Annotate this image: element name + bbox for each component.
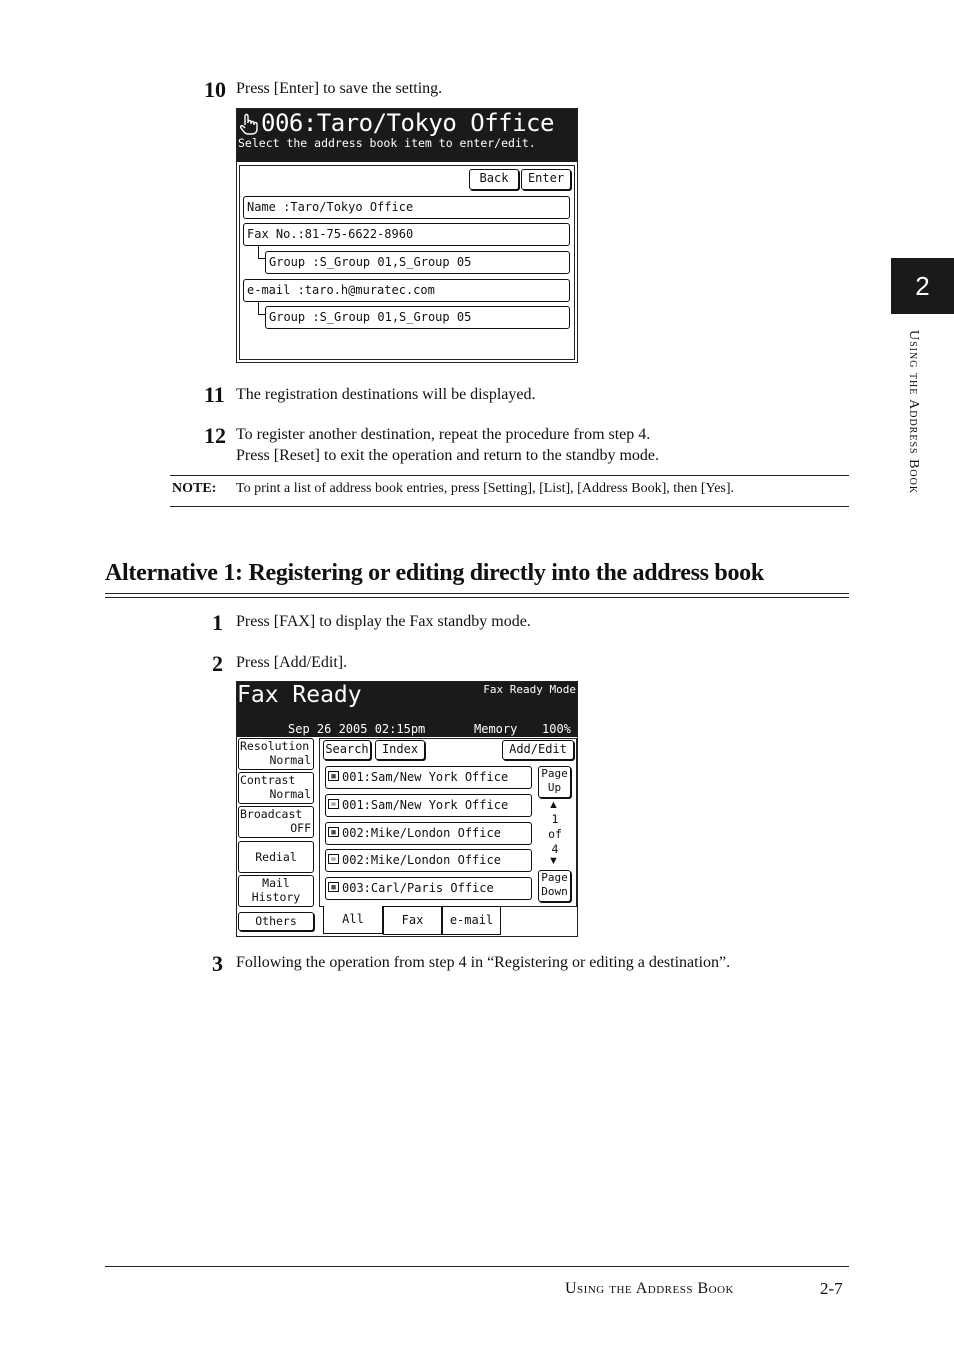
fax-group-field[interactable]: Group :S_Group 01,S_Group 05 bbox=[265, 251, 570, 274]
mail-history-button[interactable] bbox=[238, 875, 314, 907]
destination-entry[interactable] bbox=[325, 849, 532, 872]
step-number: 10 bbox=[204, 77, 226, 102]
note-rule-top bbox=[170, 475, 849, 476]
button-value: Normal bbox=[269, 753, 311, 767]
chapter-number: 2 bbox=[915, 270, 930, 301]
fax-icon: ▩ bbox=[328, 827, 339, 837]
step-number: 2 bbox=[212, 651, 223, 676]
down-arrow-icon: ▼ bbox=[548, 855, 559, 867]
page-down-button[interactable] bbox=[538, 870, 571, 902]
destination-label: 001:Sam/New York Office bbox=[342, 770, 509, 784]
destination-entry[interactable] bbox=[325, 766, 532, 789]
fax-number-field[interactable]: Fax No.:81-75-6622-8960 bbox=[243, 223, 570, 246]
note-text: To print a list of address book entries, press [Setting], [List], [Address Book], then [Yes]. bbox=[236, 481, 735, 496]
heading-rule-2 bbox=[105, 597, 849, 598]
broadcast-button[interactable] bbox=[238, 806, 314, 838]
page-indicator bbox=[537, 812, 573, 857]
memory-value: 100% bbox=[542, 722, 571, 736]
footer-rule bbox=[105, 1266, 849, 1267]
index-button[interactable]: Index bbox=[375, 740, 425, 760]
button-label: History bbox=[251, 890, 301, 904]
lcd-header bbox=[237, 682, 577, 737]
button-label: Resolution bbox=[240, 739, 310, 753]
button-value: Normal bbox=[269, 787, 311, 801]
button-label: Contrast bbox=[240, 773, 296, 787]
tab-all[interactable]: All bbox=[323, 906, 383, 934]
step-text: Press [Add/Edit]. bbox=[236, 654, 348, 671]
add-edit-button[interactable]: Add/Edit bbox=[502, 740, 574, 760]
enter-button[interactable]: Enter bbox=[521, 169, 571, 190]
button-value: OFF bbox=[290, 821, 311, 835]
contrast-button[interactable] bbox=[238, 772, 314, 804]
email-group-field[interactable]: Group :S_Group 01,S_Group 05 bbox=[265, 306, 570, 329]
destination-label: 003:Carl/Paris Office bbox=[342, 881, 494, 895]
others-button[interactable]: Others bbox=[238, 912, 314, 931]
tab-fax[interactable]: Fax bbox=[383, 906, 442, 935]
note-rule-bottom bbox=[170, 506, 849, 507]
email-field[interactable]: e-mail :taro.h@muratec.com bbox=[243, 279, 570, 302]
fax-icon: ▩ bbox=[328, 882, 339, 892]
resolution-button[interactable] bbox=[238, 738, 314, 770]
step-number: 12 bbox=[204, 423, 226, 448]
chapter-side-label-text: Using the Address Book bbox=[906, 330, 921, 495]
destination-label: 001:Sam/New York Office bbox=[342, 798, 509, 812]
lcd-title: Fax Ready bbox=[237, 682, 362, 708]
page-current: 1 bbox=[551, 812, 559, 826]
up-arrow-icon: ▲ bbox=[548, 799, 559, 811]
destination-label: 002:Mike/London Office bbox=[342, 826, 501, 840]
button-label: Down bbox=[541, 885, 568, 898]
step-number: 3 bbox=[212, 951, 223, 976]
destination-entry[interactable] bbox=[325, 877, 532, 900]
button-label: Mail bbox=[262, 876, 290, 890]
date-time: Sep 26 2005 02:15pm bbox=[288, 722, 426, 736]
step-text: Following the operation from step 4 in “Registering or editing a destination”. bbox=[236, 954, 731, 971]
button-label: Page bbox=[541, 767, 568, 780]
email-icon: ✉ bbox=[328, 854, 339, 864]
button-label: Up bbox=[547, 781, 562, 794]
step-number: 1 bbox=[212, 610, 223, 635]
fax-icon: ▩ bbox=[328, 771, 339, 781]
chapter-tab bbox=[891, 258, 954, 314]
lcd-title: 006:Taro/Tokyo Office bbox=[261, 109, 554, 137]
lcd-screen-fax-ready bbox=[236, 681, 578, 937]
destination-entry[interactable] bbox=[325, 794, 532, 817]
section-heading: Alternative 1: Registering or editing directly into the address book bbox=[105, 560, 764, 586]
page-total: 4 bbox=[551, 842, 559, 856]
search-button[interactable]: Search bbox=[323, 740, 371, 760]
redial-button[interactable]: Redial bbox=[238, 841, 314, 873]
step-text: The registration destinations will be displayed. bbox=[236, 386, 536, 403]
footer-title: Using the Address Book bbox=[565, 1280, 734, 1297]
destination-entry[interactable] bbox=[325, 822, 532, 845]
step-text-line2: Press [Reset] to exit the operation and return to the standby mode. bbox=[236, 447, 660, 464]
name-field[interactable]: Name :Taro/Tokyo Office bbox=[243, 196, 570, 219]
email-icon: ✉ bbox=[328, 799, 339, 809]
button-label: Broadcast bbox=[240, 807, 303, 821]
step-text: Press [Enter] to save the setting. bbox=[236, 80, 443, 97]
step-text: Press [FAX] to display the Fax standby mode. bbox=[236, 613, 531, 630]
page-up-button[interactable] bbox=[538, 766, 571, 798]
destination-label: 002:Mike/London Office bbox=[342, 853, 501, 867]
lcd-subtitle: Select the address book item to enter/edit. bbox=[238, 136, 536, 150]
button-label: Page bbox=[541, 871, 568, 884]
back-button[interactable]: Back bbox=[469, 169, 519, 190]
step-number: 11 bbox=[204, 382, 225, 407]
tab-email[interactable]: e-mail bbox=[442, 906, 501, 935]
lcd-screen-address-entry bbox=[236, 108, 578, 363]
note-label: NOTE: bbox=[172, 481, 217, 496]
memory-label: Memory bbox=[474, 722, 518, 736]
lcd-header bbox=[237, 109, 577, 162]
page-of: of bbox=[548, 827, 562, 841]
mode-label: Fax Ready Mode bbox=[483, 683, 576, 696]
heading-rule bbox=[105, 593, 849, 594]
page-number: 2-7 bbox=[820, 1279, 843, 1298]
step-text: To register another destination, repeat the procedure from step 4. bbox=[236, 426, 651, 443]
chapter-side-label bbox=[905, 330, 929, 580]
